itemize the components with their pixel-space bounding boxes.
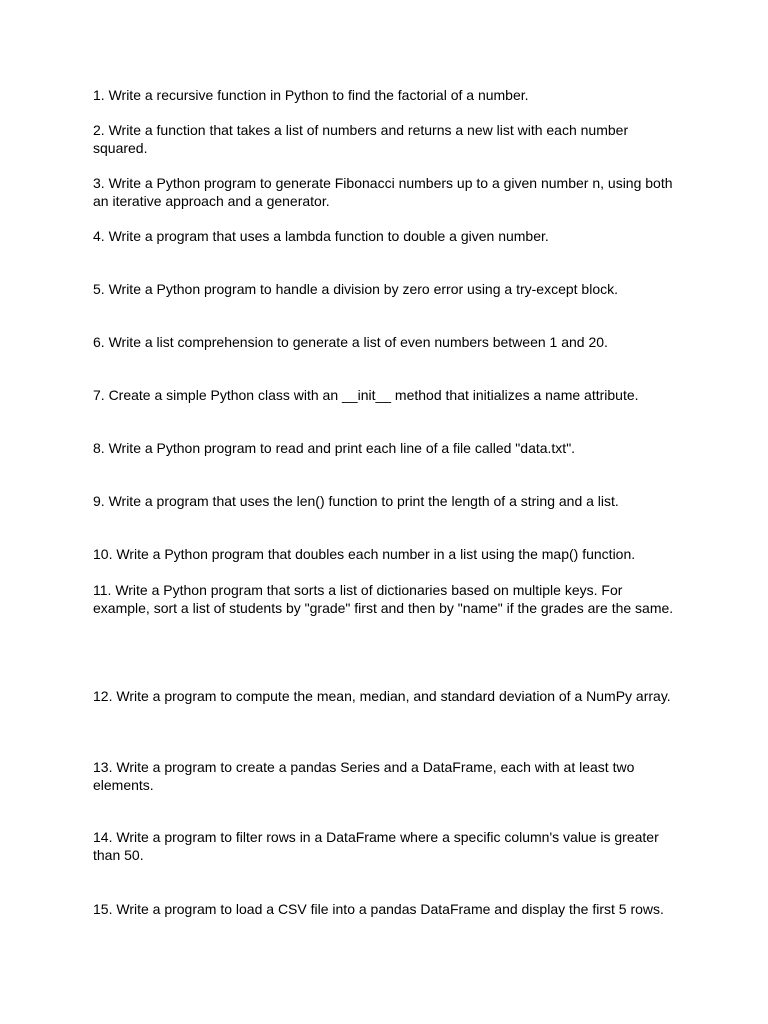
question-11: 11. Write a Python program that sorts a list of dictionaries based on multiple keys. For example, sort a list of students by "grade" first and then by "name" if the grades are the same. [93, 582, 674, 616]
question-2: 2. Write a function that takes a list of numbers and returns a new list with each number squared. [93, 122, 629, 156]
question-14: 14. Write a program to filter rows in a DataFrame where a specific column's value is greater than 50. [93, 829, 659, 863]
question-8: 8. Write a Python program to read and print each line of a file called "data.txt". [93, 440, 576, 456]
question-10: 10. Write a Python program that doubles each number in a list using the map() function. [93, 546, 636, 562]
question-6: 6. Write a list comprehension to generate a list of even numbers between 1 and 20. [93, 334, 608, 350]
question-13: 13. Write a program to create a pandas Series and a DataFrame, each with at least two elements. [93, 759, 635, 793]
question-15: 15. Write a program to load a CSV file into a pandas DataFrame and display the first 5 rows. [93, 901, 664, 917]
question-4: 4. Write a program that uses a lambda function to double a given number. [93, 228, 549, 244]
question-5: 5. Write a Python program to handle a division by zero error using a try-except block. [93, 281, 618, 297]
question-12: 12. Write a program to compute the mean, median, and standard deviation of a NumPy array. [93, 688, 671, 704]
question-9: 9. Write a program that uses the len() function to print the length of a string and a list. [93, 493, 619, 509]
question-1: 1. Write a recursive function in Python to find the factorial of a number. [93, 87, 529, 103]
question-3: 3. Write a Python program to generate Fibonacci numbers up to a given number n, using both an iterative approach and a generator. [93, 175, 673, 209]
question-7: 7. Create a simple Python class with an __init__ method that initializes a name attribute. [93, 387, 639, 403]
